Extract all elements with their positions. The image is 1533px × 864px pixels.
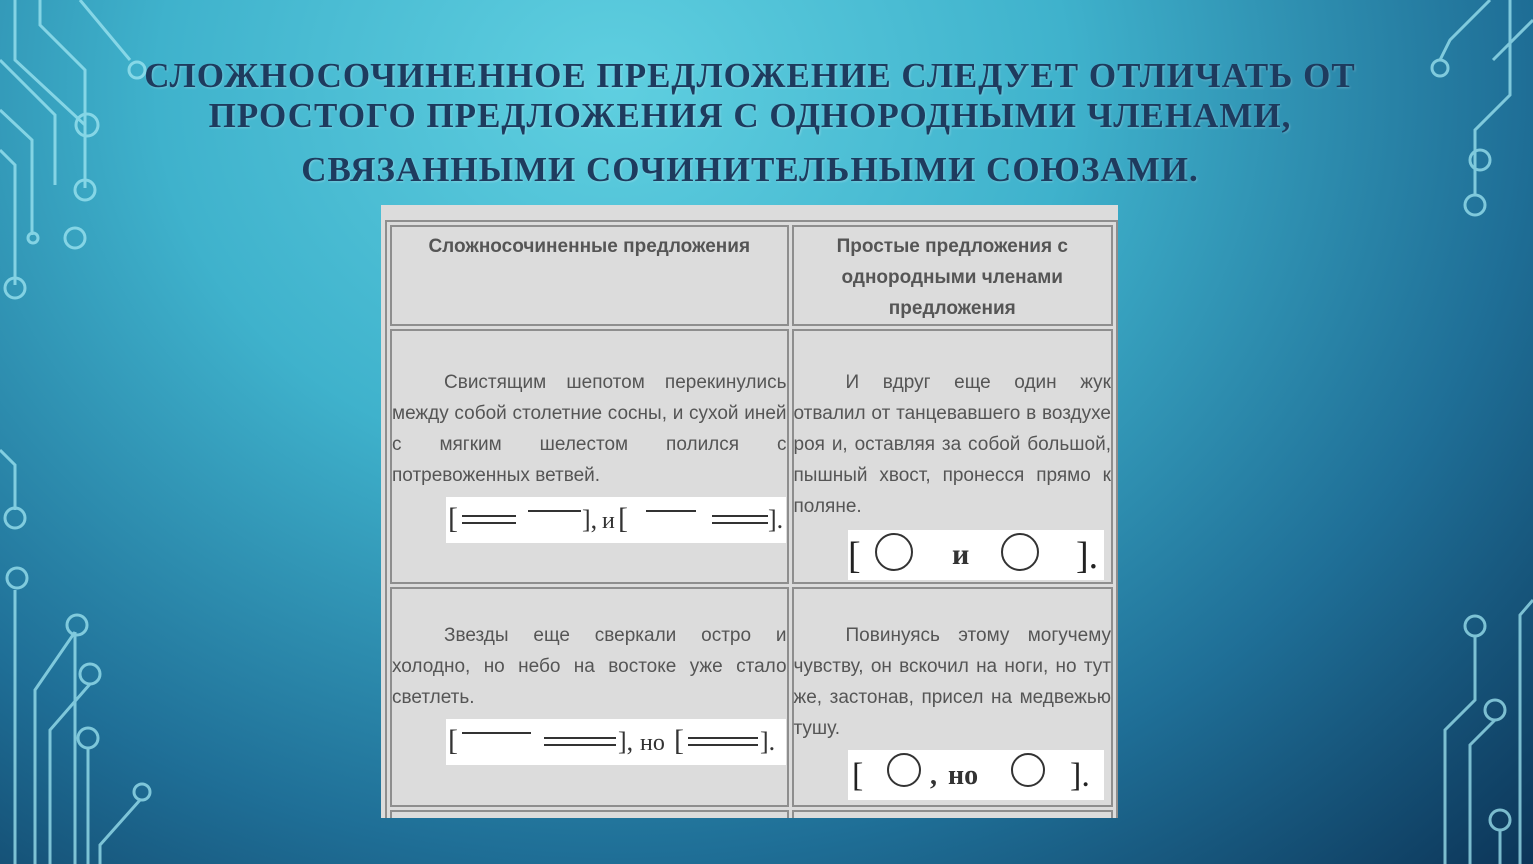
homogeneous-member-circle [876, 534, 912, 570]
compound-scheme-2 [446, 719, 786, 765]
scheme-conj-no: но [640, 730, 665, 756]
homogeneous-member-circle [888, 754, 920, 786]
scheme-conj-i: и [602, 508, 615, 534]
scheme-open-bracket-2: [ [618, 502, 628, 535]
scheme-conj-i: и [951, 538, 969, 571]
comparison-table-image [381, 205, 1118, 818]
scheme-conj-no: но [947, 760, 978, 791]
table-row [390, 329, 1113, 584]
simple-sentence-1: И вдруг еще один жук отвалил от танцевавшего в воздухе роя и, оставляя за собой большой, пышный хвост, пронесся прямо к поляне. [793, 372, 1111, 517]
header-simple-text: Простые предложения с однородными членами предложения [836, 236, 1068, 319]
cell-simple-2 [792, 587, 1113, 807]
simple-scheme-1 [848, 530, 1104, 580]
scheme-open-bracket-2: [ [674, 724, 684, 757]
scheme-comma: , [929, 760, 937, 791]
table-row-partial [390, 810, 1113, 818]
comparison-table [385, 220, 1118, 818]
cell-compound-3 [390, 810, 789, 818]
simple-scheme-2 [848, 750, 1104, 800]
homogeneous-member-circle [1012, 754, 1044, 786]
cell-simple-1 [792, 329, 1113, 584]
compound-sentence-2: Звезды еще сверкали остро и холодно, но небо на востоке уже стало светлеть. [392, 625, 787, 708]
simple-sentence-2: Повинуясь этому могучему чувству, он вскочил на ноги, но тут же, застонав, присел на медвежью тушу. [793, 625, 1111, 739]
scheme-close-1: ], [582, 505, 598, 534]
table-header-row [390, 225, 1113, 326]
scheme-close-1: ], [618, 727, 634, 756]
title-line-1: СЛОЖНОСОЧИНЕННОЕ ПРЕДЛОЖЕНИЕ СЛЕДУЕТ ОТЛИЧАТЬ ОТ [144, 56, 1356, 95]
scheme-open-bracket: [ [851, 757, 863, 794]
title-line-2: ПРОСТОГО ПРЕДЛОЖЕНИЯ С ОДНОРОДНЫМИ ЧЛЕНАМИ, [208, 96, 1292, 135]
header-compound: Сложносочиненные предложения [390, 225, 789, 326]
scheme-close-2: ]. [768, 505, 784, 534]
compound-scheme-1 [446, 497, 786, 543]
slide-title [0, 56, 1500, 190]
scheme-open-bracket: [ [847, 535, 861, 577]
scheme-close-bracket: ]. [1075, 535, 1098, 577]
scheme-open-bracket: [ [448, 724, 458, 757]
cell-compound-1 [390, 329, 789, 584]
scheme-close-bracket: ]. [1069, 757, 1090, 794]
title-line-3: СВЯЗАННЫМИ СОЧИНИТЕЛЬНЫМИ СОЮЗАМИ. [301, 150, 1199, 189]
scheme-close-2: ]. [760, 727, 776, 756]
cell-simple-3 [792, 810, 1113, 818]
compound-sentence-1: Свистящим шепотом перекинулись между собой столетние сосны, и сухой иней с мягким шелестом полился с потревоженных ветвей. [392, 372, 787, 486]
scheme-open-bracket: [ [448, 502, 458, 535]
table-row [390, 587, 1113, 807]
cell-compound-2 [390, 587, 789, 807]
header-simple [792, 225, 1113, 326]
homogeneous-member-circle [1002, 534, 1038, 570]
